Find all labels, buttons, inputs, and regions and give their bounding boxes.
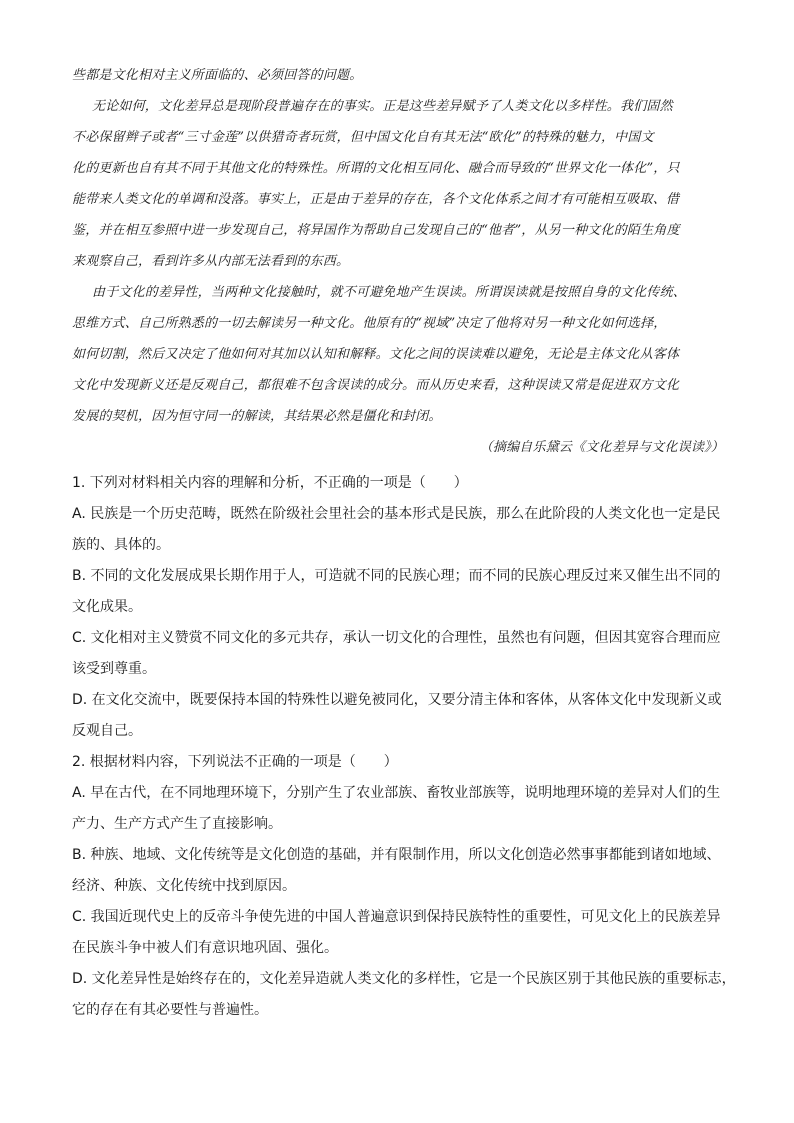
- option-text: 它的存在有其必要性与普遍性。: [72, 1002, 268, 1018]
- question-stem: 2. 根据材料内容，下列说法不正确的一项是（ ）: [72, 754, 398, 770]
- option-text: 反观自己。: [72, 723, 142, 739]
- option-text: C. 我国近现代史上的反帝斗争使先进的中国人普遍意识到保持民族特性的重要性，可见文化上的民族差异: [72, 909, 721, 925]
- option-text: 文化成果。: [72, 599, 142, 615]
- passage-line: 无论如何，文化差异总是现阶段普遍存在的事实。正是这些差异赋予了人类文化以多样性。我们固然: [92, 99, 673, 114]
- passage-source: （摘编自乐黛云《文化差异与文化误读》）: [479, 440, 724, 455]
- passage-line: 思维方式、自己所熟悉的一切去解读另一种文化。他原有的“视域”决定了他将对另一种文化如何选择，: [72, 316, 667, 331]
- passage-line: 不必保留辫子或者“三寸金莲”以供猎奇者玩赏，但中国文化自有其无法“欧化”的特殊的魅力，中国文: [72, 130, 654, 145]
- option-b: [72, 561, 724, 623]
- option-c: [72, 902, 724, 964]
- option-text: 经济、种族、文化传统中找到原因。: [72, 878, 296, 894]
- passage-line: 由于文化的差异性，当两种文化接触时，就不可避免地产生误读。所谓误读就是按照自身的文化传统、: [92, 285, 687, 300]
- option-d: [72, 964, 736, 1026]
- option-text: 该受到尊重。: [72, 661, 156, 677]
- passage-line: 鉴，并在相互参照中进一步发现自己，将异国作为帮助自己发现自己的“他者”，从另一种文化的陌生角度: [72, 223, 680, 238]
- option-a: [72, 499, 724, 561]
- option-d: [72, 685, 724, 747]
- option-a: [72, 778, 724, 840]
- question-list: [72, 468, 736, 1026]
- option-c: [72, 623, 724, 685]
- option-text: 在民族斗争中被人们有意识地巩固、强化。: [72, 940, 338, 956]
- passage-line: 能带来人类文化的单调和没落。事实上，正是由于差异的存在，各个文化体系之间才有可能相互吸取、借: [72, 192, 680, 207]
- option-text: C. 文化相对主义赞赏不同文化的多元共存，承认一切文化的合理性，虽然也有问题，但因其宽容合理而应: [72, 630, 721, 646]
- reading-passage: [72, 60, 724, 463]
- passage-line: 如何切割，然后又决定了他如何对其加以认知和解释。文化之间的误读难以避免，无论是主体文化从客体: [72, 347, 680, 362]
- passage-line: 文化中发现新义还是反观自己，都很难不包含误读的成分。而从历史来看，这种误读又常是促进双方文化: [72, 378, 680, 393]
- option-text: B. 不同的文化发展成果长期作用于人，可造就不同的民族心理；而不同的民族心理反过来又催生出不同的: [72, 568, 721, 584]
- option-text: 族的、具体的。: [72, 537, 170, 553]
- option-text: A. 民族是一个历史范畴，既然在阶级社会里社会的基本形式是民族，那么在此阶段的人类文化也一定是民: [72, 506, 721, 522]
- question-stem: 1. 下列对材料相关内容的理解和分析，不正确的一项是（ ）: [72, 475, 468, 491]
- option-text: A. 早在古代，在不同地理环境下，分别产生了农业部族、畜牧业部族等，说明地理环境的差异对人们的生: [72, 785, 721, 801]
- passage-line: 化的更新也自有其不同于其他文化的特殊性。所谓的文化相互同化、融合而导致的“世界文化一体化”，只: [72, 161, 680, 176]
- question-2: [72, 747, 736, 1026]
- passage-line: 发展的契机，因为恒守同一的解读，其结果必然是僵化和封闭。: [72, 409, 442, 424]
- question-1: [72, 468, 724, 747]
- passage-line: 些都是文化相对主义所面临的、必须回答的问题。: [72, 68, 363, 83]
- passage-line: 来观察自己，看到许多从内部无法看到的东西。: [72, 254, 350, 269]
- option-text: D. 文化差异性是始终存在的，文化差异造就人类文化的多样性，它是一个民族区别于其他民族的重要标志，: [72, 971, 736, 987]
- option-text: B. 种族、地域、文化传统等是文化创造的基础，并有限制作用，所以文化创造必然事事都能到诸如地域、: [72, 847, 721, 863]
- option-text: 产力、生产方式产生了直接影响。: [72, 816, 282, 832]
- option-b: [72, 840, 724, 902]
- option-text: D. 在文化交流中，既要保持本国的特殊性以避免被同化，又要分清主体和客体，从客体文化中发现新义或: [72, 692, 722, 708]
